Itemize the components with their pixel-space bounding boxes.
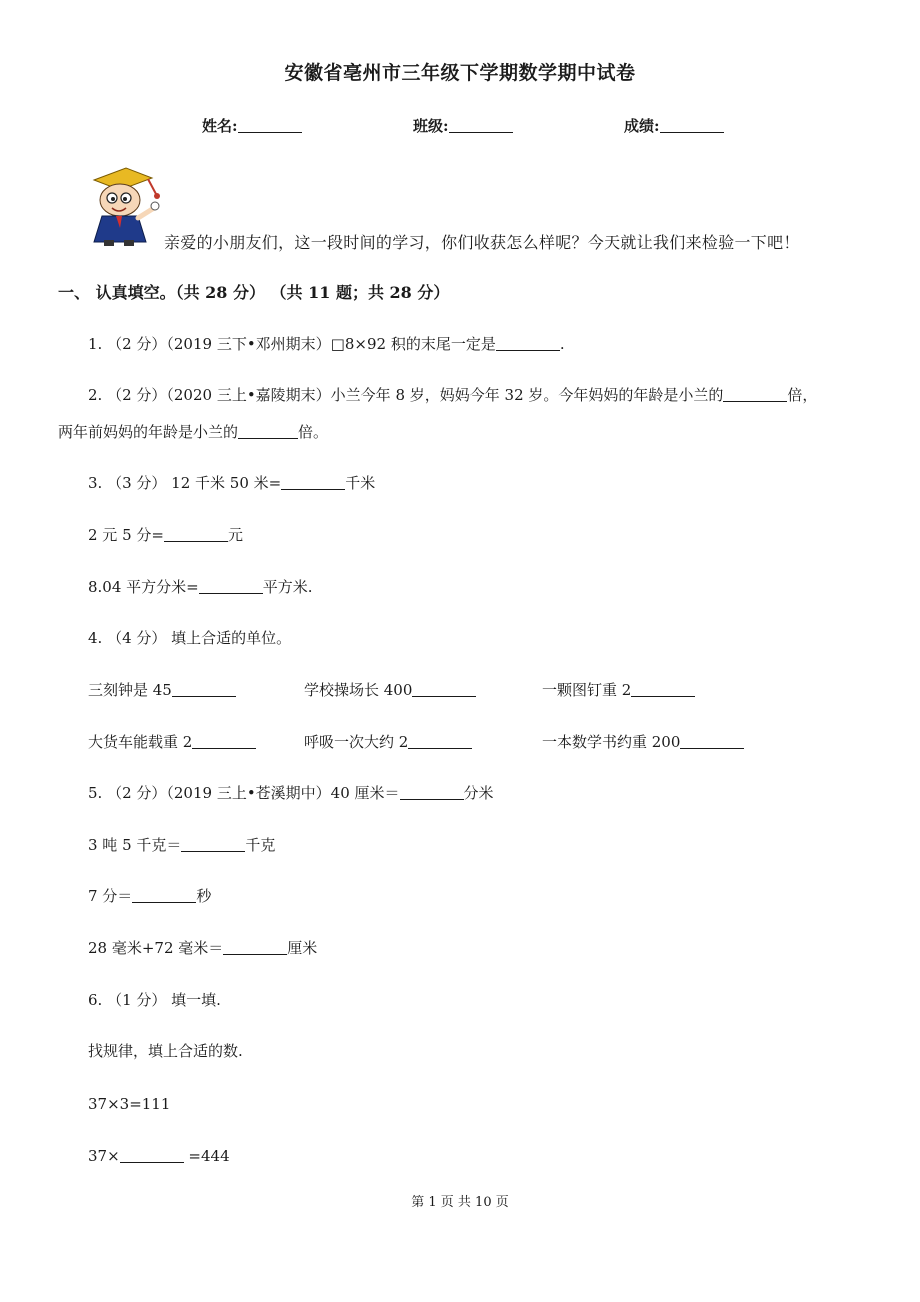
question-6-line-3: 37×3=111 — [88, 1095, 171, 1113]
answer-blank — [192, 733, 256, 749]
answer-blank — [680, 733, 744, 749]
question-4: 4. （4 分） 填上合适的单位。 — [88, 629, 292, 647]
unit-item: 一本数学书约重 200 — [542, 731, 744, 752]
class-label: 班级: — [413, 117, 449, 135]
question-1: 1. （2 分）（2019 三下•邓州期末）□8×92 积的末尾一定是 . — [88, 335, 565, 353]
question-5-line-2: 3 吨 5 千克＝ 千克 — [88, 836, 276, 854]
page-title: 安徽省亳州市三年级下学期数学期中试卷 — [284, 62, 636, 84]
answer-blank — [223, 939, 287, 955]
answer-blank — [412, 681, 476, 697]
answer-blank — [132, 887, 196, 903]
question-5: 5. （2 分）（2019 三上•苍溪期中）40 厘米＝ 分米 — [88, 784, 494, 802]
name-label: 姓名: — [202, 117, 238, 135]
answer-blank — [164, 526, 228, 542]
score-blank — [660, 117, 724, 133]
question-3-line-3: 8.04 平方分米= 平方米. — [88, 578, 313, 596]
answer-blank — [181, 836, 245, 852]
score-label: 成绩: — [624, 117, 660, 135]
answer-blank — [496, 335, 560, 351]
name-field — [202, 115, 302, 136]
answer-blank — [281, 474, 345, 490]
question-6-line-2: 找规律，填上合适的数. — [88, 1042, 243, 1060]
name-blank — [238, 117, 302, 133]
question-5-line-3: 7 分＝ 秒 — [88, 887, 212, 905]
class-field — [413, 115, 513, 136]
answer-blank — [199, 578, 263, 594]
answer-blank — [723, 386, 787, 402]
question-6-line-4: 37× =444 — [88, 1147, 230, 1165]
question-3-line-2: 2 元 5 分= 元 — [88, 526, 243, 544]
class-blank — [449, 117, 513, 133]
answer-blank — [631, 681, 695, 697]
unit-item: 一颗图钉重 2 — [542, 679, 695, 700]
unit-item: 呼吸一次大约 2 — [304, 731, 472, 752]
question-3: 3. （3 分） 12 千米 50 米= 千米 — [88, 474, 376, 492]
question-6: 6. （1 分） 填一填. — [88, 991, 221, 1009]
unit-item: 学校操场长 400 — [304, 679, 476, 700]
section-1-heading: 一、 认真填空。（共 28 分） （共 11 题；共 28 分） — [58, 283, 450, 302]
answer-blank — [408, 733, 472, 749]
page-footer: 第 1 页 共 10 页 — [411, 1195, 509, 1210]
answer-blank — [172, 681, 236, 697]
answer-blank — [238, 423, 298, 439]
question-2-line-2: 两年前妈妈的年龄是小兰的 倍。 — [58, 423, 329, 441]
question-2: 2. （2 分）（2020 三上•嘉陵期末）小兰今年 8 岁，妈妈今年 32 岁。今年妈妈的年龄是小兰的 倍， — [88, 386, 818, 404]
score-field — [624, 115, 724, 136]
answer-blank — [400, 784, 464, 800]
unit-item: 三刻钟是 45 — [88, 679, 236, 700]
unit-item: 大货车能载重 2 — [88, 731, 256, 752]
answer-blank — [120, 1147, 184, 1163]
intro-text: 亲爱的小朋友们，这一段时间的学习，你们收获怎么样呢？今天就让我们来检验一下吧！ — [164, 233, 800, 252]
question-5-line-4: 28 毫米+72 毫米＝ 厘米 — [88, 939, 318, 957]
mascot-illustration — [90, 166, 166, 248]
